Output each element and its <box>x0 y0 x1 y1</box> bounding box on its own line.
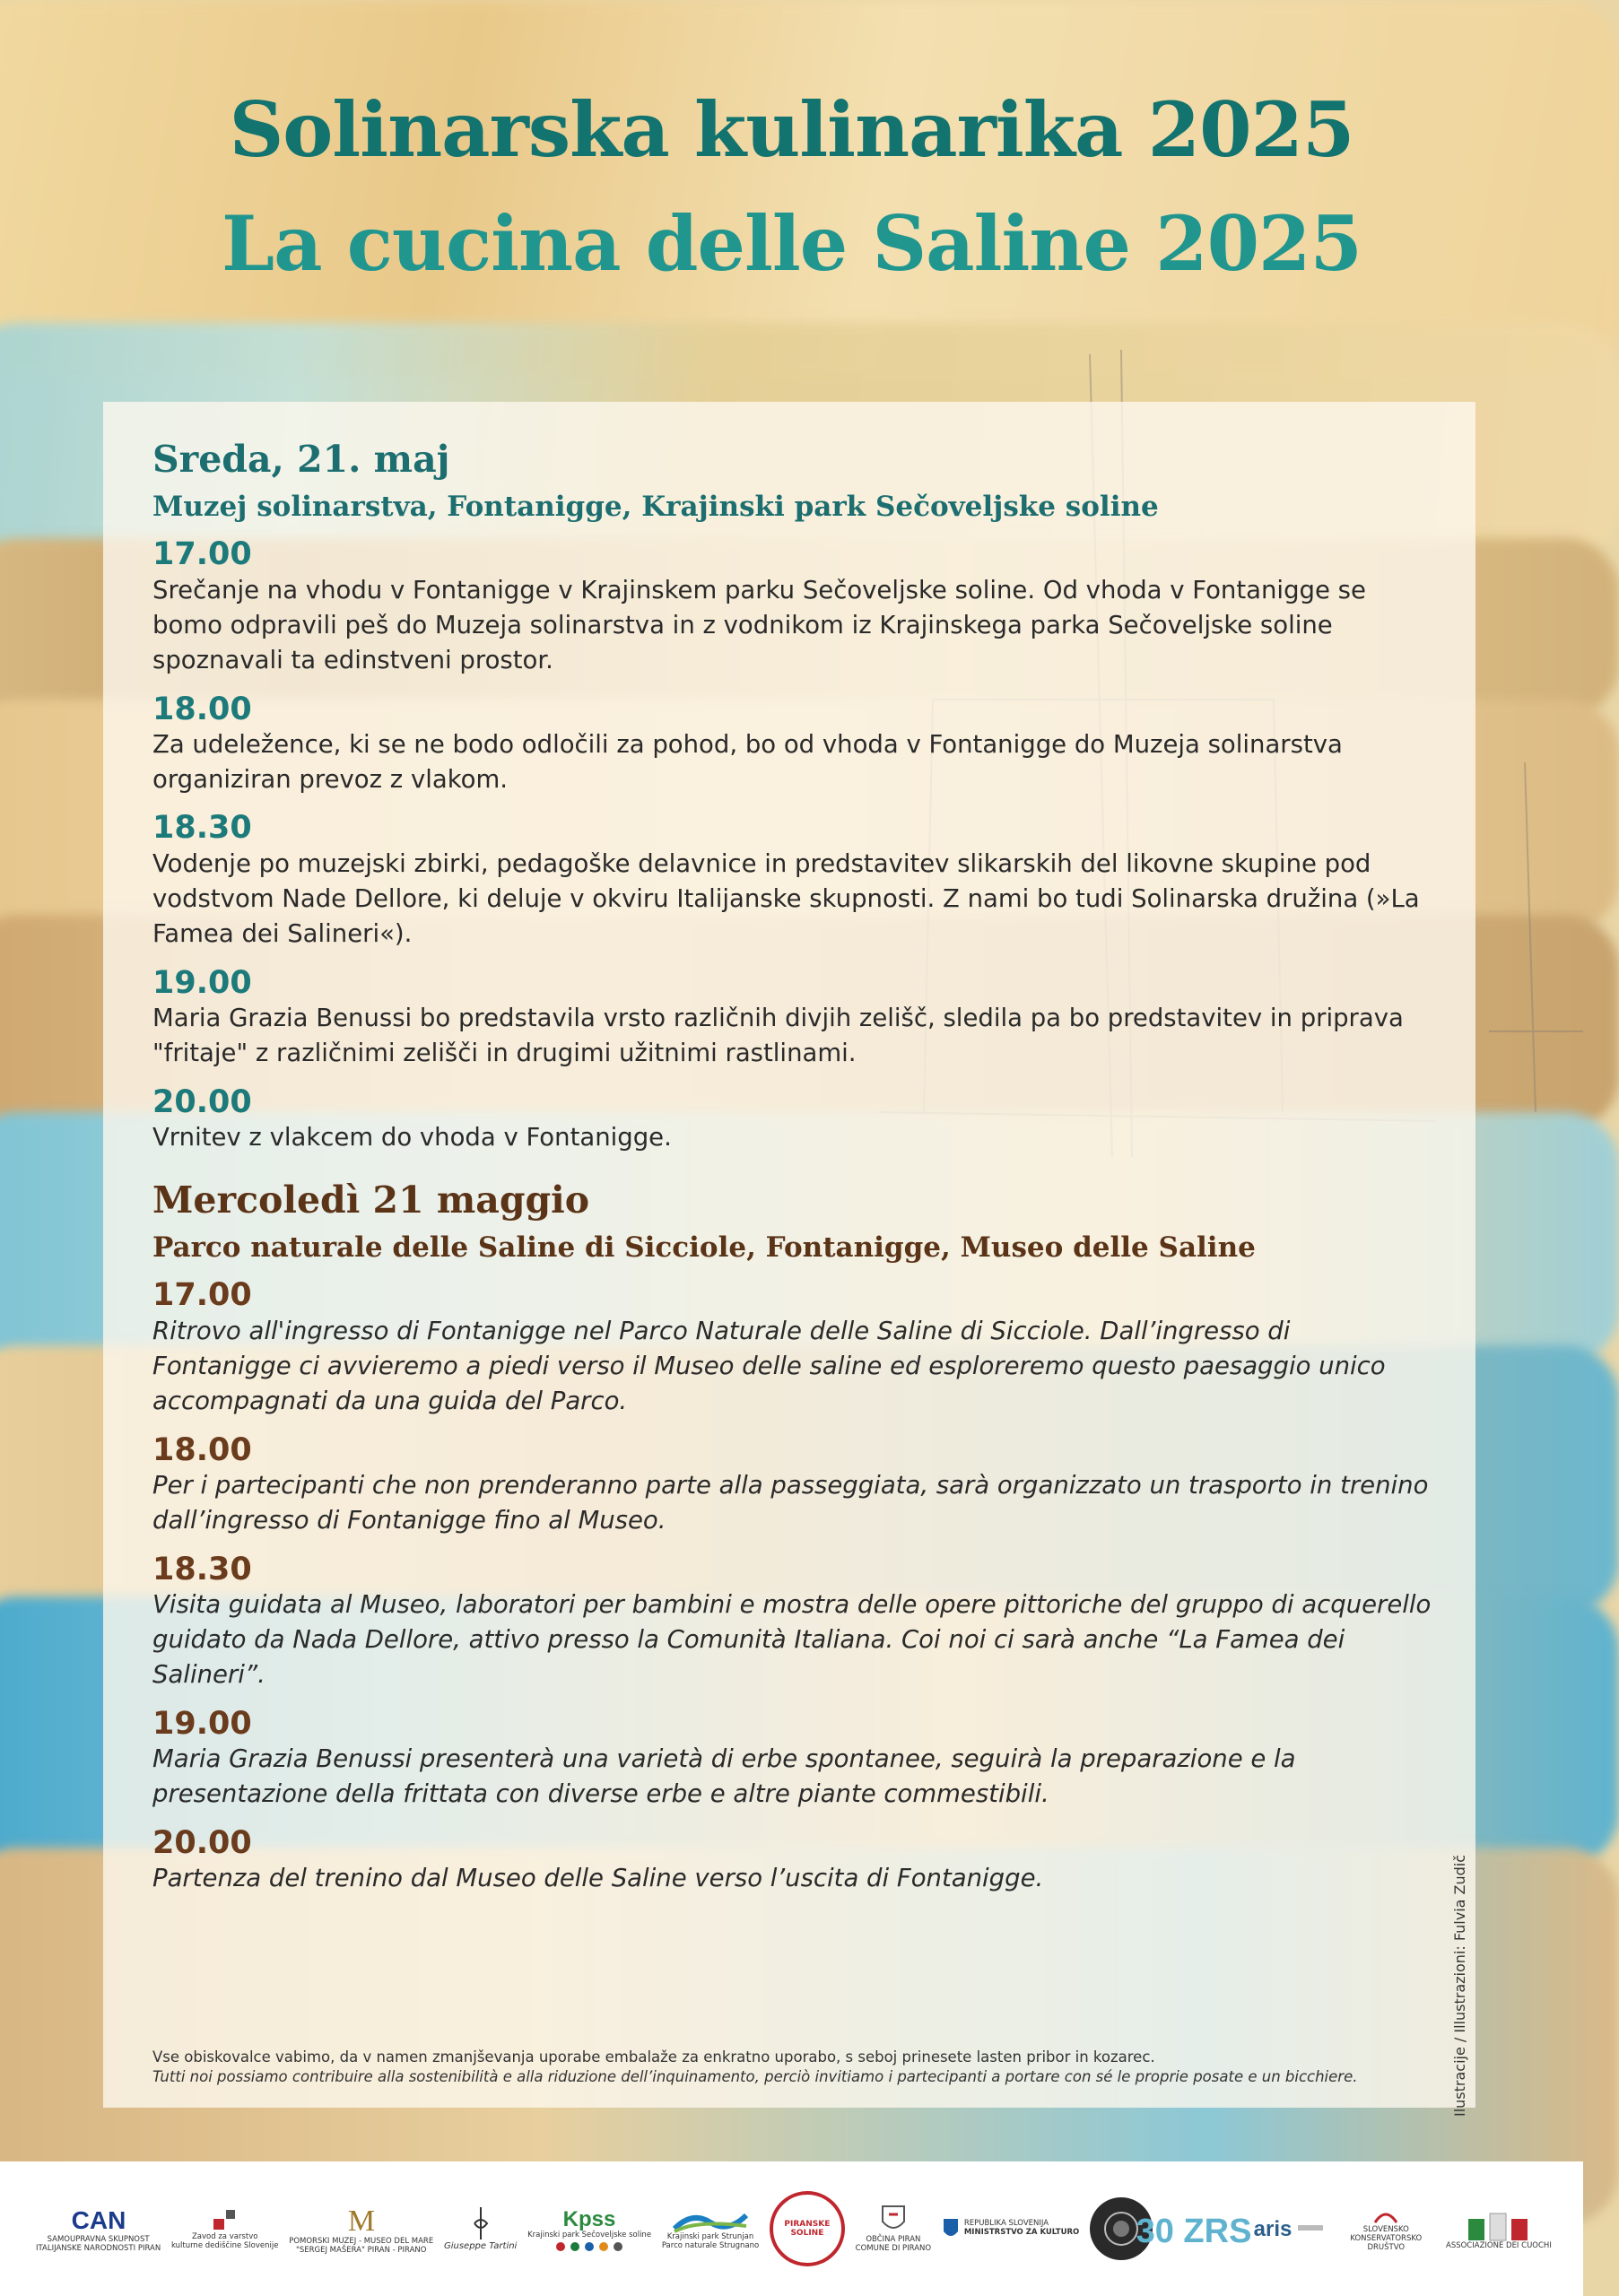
event-time: 17.00 <box>152 1277 252 1314</box>
zvkds-logo-icon <box>212 2206 239 2233</box>
skd-logo-icon <box>1372 2205 1399 2226</box>
sponsor-logo-aris <box>1246 2211 1327 2247</box>
event-time: 20.00 <box>152 1083 252 1120</box>
sustainability-note <box>152 2048 1444 2088</box>
event-description: Partenza del trenino dal Museo delle Saline verso l’uscita di Fontanigge. <box>152 1863 1044 1892</box>
social-icons <box>553 2240 625 2253</box>
sponsor-footer <box>0 2161 1583 2296</box>
event-item <box>152 1706 1435 1813</box>
sponsor-logo-can <box>36 2204 161 2254</box>
event-time: 17.00 <box>152 536 252 573</box>
sponsor-logo-tartini <box>444 2205 517 2252</box>
sponsor-name: SLOVENSKO KONSERVATORSKO DRUŠTVO <box>1350 2225 1423 2252</box>
aris-logo-icon <box>1246 2211 1327 2247</box>
can-logo-icon <box>63 2204 135 2236</box>
illustration-credit: Ilustracije / Illustrazioni: Fulvia Zudič <box>1451 1854 1468 2117</box>
event-item <box>152 1432 1435 1539</box>
event-description: Ritrovo all'ingresso di Fontanigge nel Parco Naturale delle Saline di Sicciole. Dall’ingresso di Fontanigge ci avvieremo a piedi verso il Museo delle saline ed esploreremo questo paesaggio unico accompagnati da una guida del Parco. <box>152 1316 1386 1416</box>
sponsor-logo-obcina-piran <box>856 2204 931 2254</box>
sponsor-name: MINISTRSTVO ZA KULTURO <box>963 2228 1080 2237</box>
sponsor-logo-cuochi <box>1446 2206 1552 2251</box>
program-slovenian <box>152 438 1435 1155</box>
sponsor-name: ASSOCIAZIONE DEI CUOCHI <box>1446 2241 1552 2251</box>
title-italian: La cucina delle Saline 2025 <box>222 199 1362 288</box>
event-description: Per i partecipanti che non prenderanno parte alla passeggiata, sarà organizzato un trasporto in trenino dall’ingresso di Fontanigge fino al Museo. <box>152 1470 1429 1535</box>
museum-logo-icon <box>344 2202 379 2238</box>
event-description: Maria Grazia Benussi presenterà una varietà di erbe spontanee, seguirà la preparazione e la presentazione della frittata con diverse erbe e altre piante commestibili. <box>152 1744 1296 1809</box>
sponsor-name: Krajinski park Strunjan <box>666 2232 754 2242</box>
event-time: 19.00 <box>152 964 252 1001</box>
program-italian <box>152 1178 1435 1896</box>
sponsor-name: ITALIJANSKE NARODNOSTI PIRAN <box>36 2244 161 2253</box>
event-description: Vrnitev z vlakcem do vhoda v Fontanigge. <box>152 1122 672 1152</box>
sponsor-logo-zvkds <box>171 2206 279 2251</box>
chefs-hats-icon <box>1463 2206 1535 2242</box>
piranske-soline-seal-icon <box>770 2191 845 2266</box>
event-time: 20.00 <box>152 1824 252 1861</box>
day-heading: Mercoledì 21 maggio <box>152 1178 590 1222</box>
event-time: 19.00 <box>152 1705 252 1742</box>
sponsor-name: SAMOUPRAVNA SKUPNOST <box>47 2235 150 2245</box>
venue-heading: Muzej solinarstva, Fontanigge, Krajinski park Sečoveljske soline <box>152 491 1159 524</box>
sponsor-name: POMORSKI MUZEJ - MUSEO DEL MARE <box>289 2237 434 2247</box>
sponsor-name: OBČINA PIRAN <box>866 2235 921 2245</box>
event-item <box>152 810 1435 952</box>
sponsor-name: REPUBLIKA SLOVENIJA <box>963 2219 1049 2229</box>
event-item <box>152 1552 1435 1693</box>
sponsor-name: "SERGEJ MAŠERA" PIRAN - PIRANO <box>295 2246 427 2255</box>
sponsor-name: Krajinski park Sečoveljske soline <box>527 2231 652 2240</box>
event-item <box>152 965 1435 1072</box>
zrs-logo-icon <box>1136 2206 1252 2251</box>
sponsor-name: PIRANSKE SOLINE <box>784 2219 831 2238</box>
coat-of-arms-icon <box>880 2204 907 2236</box>
sponsor-logo-strunjan <box>662 2206 759 2251</box>
sponsor-name: Giuseppe Tartini <box>443 2241 518 2252</box>
sponsor-logo-ministrstvo <box>942 2217 1079 2240</box>
sponsor-name: Zavod za varstvo <box>191 2232 258 2242</box>
event-time: 18.30 <box>152 1551 252 1587</box>
event-item <box>152 1277 1435 1419</box>
aris-logo-mark: aris <box>1253 2217 1292 2241</box>
event-description: Visita guidata al Museo, laboratori per bambini e mostra delle opere pittoriche del gruppo di acquerello guidato da Nada Dellore, attivo presso la Comunità Italiana. Coi noi ci sarà anche “La Famea dei Salineri”. <box>152 1589 1432 1690</box>
event-time: 18.30 <box>152 810 252 847</box>
sponsor-logo-kpss <box>527 2205 651 2253</box>
event-description: Za udeležence, ki se ne bodo odločili za pohod, bo od vhoda v Fontanigge do Muzeja solinarstva organiziran prevoz z vlakom. <box>152 729 1343 795</box>
slovenia-crest-icon <box>942 2217 960 2240</box>
sponsor-logo-piranske-soline <box>770 2191 845 2266</box>
kpss-logo-icon <box>553 2205 625 2231</box>
venue-heading: Parco naturale delle Saline di Sicciole, Fontanigge, Museo delle Saline <box>152 1231 1256 1265</box>
zrs-logo-mark: 30 ZRS <box>1136 2213 1252 2250</box>
sponsor-name: kulturne dediščine Slovenije <box>170 2241 279 2250</box>
violin-icon <box>467 2205 494 2241</box>
museum-logo-mark: M <box>347 2205 375 2239</box>
sponsor-logo-skd <box>1336 2205 1435 2252</box>
note-slovenian: Vse obiskovalce vabimo, da v namen zmanjševanja uporabe embalaže za enkratno uporabo, s seboj prinesete lasten pribor in kozarec. <box>152 2048 1155 2066</box>
sponsor-logo-pomorski-muzej <box>289 2202 433 2256</box>
event-item <box>152 1084 1435 1156</box>
title-slovenian: Solinarska kulinarika 2025 <box>229 85 1354 174</box>
can-logo-mark: CAN <box>71 2206 126 2235</box>
program-panel <box>103 402 1475 2108</box>
event-time: 18.00 <box>152 691 252 727</box>
day-heading: Sreda, 21. maj <box>152 438 450 481</box>
event-description: Maria Grazia Benussi bo predstavila vrsto različnih divjih zelišč, sledila pa bo predstavitev in priprava "fritaje" z različnimi zelišči in drugimi užitnimi rastlinami. <box>152 1003 1404 1068</box>
sponsor-name: Parco naturale Strugnano <box>661 2241 760 2250</box>
sponsor-name: COMUNE DI PIRANO <box>855 2244 932 2253</box>
strunjan-logo-icon <box>670 2206 751 2233</box>
event-description: Vodenje po muzejski zbirki, pedagoške delavnice in predstavitev slikarskih del likovne skupine pod vodstvom Nade Dellore, ki deluje v okviru Italijanske skupnosti. Z nami bo tudi Solinarska družina (»La Famea dei Salineri«). <box>152 848 1420 949</box>
event-item <box>152 691 1435 798</box>
sponsor-logo-zrs <box>1136 2206 1252 2251</box>
kpss-logo-mark: Kpss <box>562 2207 616 2232</box>
event-description: Srečanje na vhodu v Fontanigge v Krajinskem parku Sečoveljske soline. Od vhoda v Fontanigge se bomo odpravili peš do Muzeja solinarstva in z vodnikom iz Krajinskega parka Sečoveljske soline spoznavali ta edinstveni prostor. <box>152 575 1366 675</box>
event-time: 18.00 <box>152 1431 252 1468</box>
note-italian: Tutti noi possiamo contribuire alla sostenibilità e alla riduzione dell’inquinamento, perciò invitiamo i partecipanti a portare con sé le proprie posate e un bicchiere. <box>152 2068 1358 2086</box>
event-item <box>152 536 1435 678</box>
event-item <box>152 1825 1435 1897</box>
